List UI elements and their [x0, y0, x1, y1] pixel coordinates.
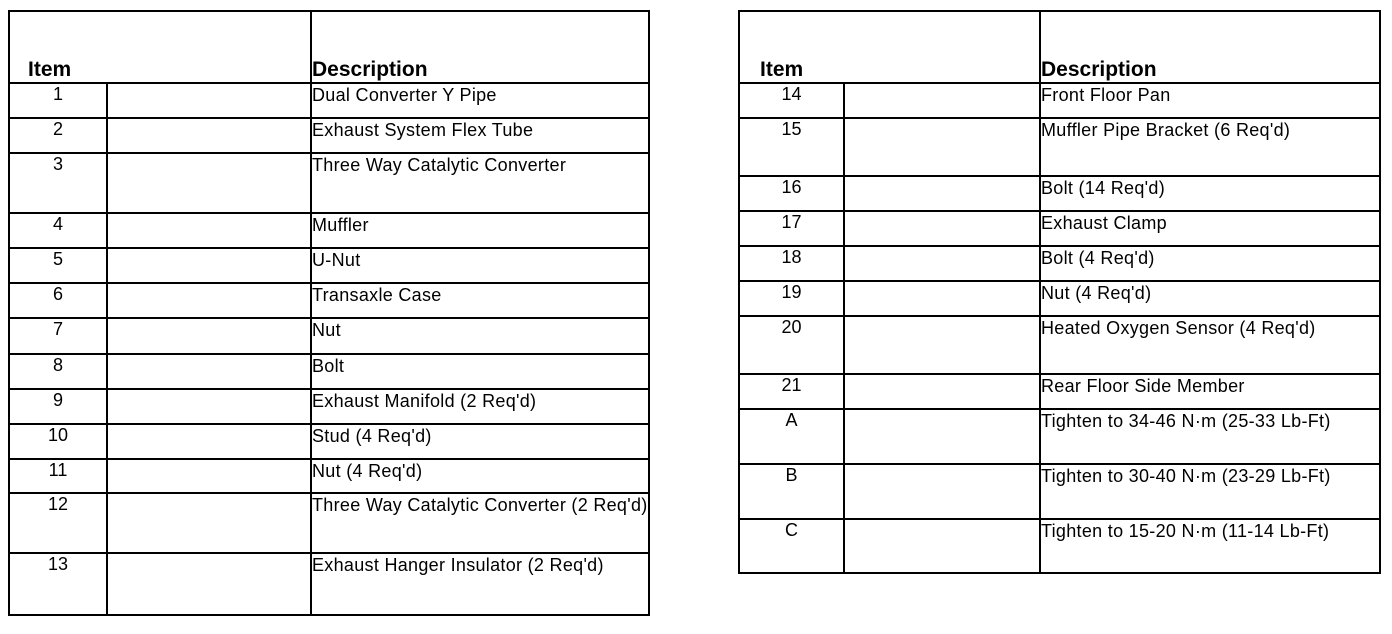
item-spacer-cell [107, 83, 311, 118]
table-row [9, 493, 649, 553]
item-spacer-cell [844, 374, 1040, 409]
item-spacer-cell [844, 118, 1040, 176]
item-spacer-cell [844, 83, 1040, 118]
item-number: 13 [9, 553, 107, 615]
item-spacer-cell [107, 118, 311, 153]
table-row [9, 283, 649, 318]
item-description: Bolt [311, 354, 649, 389]
item-description: Transaxle Case [311, 283, 649, 318]
item-number: 3 [9, 153, 107, 213]
item-description: Tighten to 30-40 N·m (23-29 Lb-Ft) [1040, 464, 1380, 519]
table-row [739, 118, 1380, 176]
table-row [9, 389, 649, 424]
item-spacer-cell [844, 211, 1040, 246]
item-number: 20 [739, 316, 844, 374]
item-spacer-cell [107, 318, 311, 354]
item-spacer-cell [107, 153, 311, 213]
table-row [739, 281, 1380, 316]
item-number: 12 [9, 493, 107, 553]
table-row [739, 211, 1380, 246]
item-spacer-cell [107, 424, 311, 459]
item-spacer-cell [844, 519, 1040, 573]
description-column-header: Description [311, 11, 649, 83]
table-row [9, 553, 649, 615]
item-spacer-cell [844, 409, 1040, 464]
item-description: U-Nut [311, 248, 649, 283]
table-row [9, 118, 649, 153]
item-number: A [739, 409, 844, 464]
item-description: Stud (4 Req'd) [311, 424, 649, 459]
header-row [739, 11, 1380, 83]
item-number: B [739, 464, 844, 519]
item-spacer-cell [107, 248, 311, 283]
item-description: Muffler Pipe Bracket (6 Req'd) [1040, 118, 1380, 176]
item-number: 18 [739, 246, 844, 281]
item-number: 8 [9, 354, 107, 389]
item-description: Bolt (14 Req'd) [1040, 176, 1380, 211]
table-row [9, 153, 649, 213]
item-number: C [739, 519, 844, 573]
table-row [9, 424, 649, 459]
table-row [739, 519, 1380, 573]
item-description: Tighten to 34-46 N·m (25-33 Lb-Ft) [1040, 409, 1380, 464]
table-row [9, 459, 649, 493]
item-spacer-cell [844, 316, 1040, 374]
item-description: Muffler [311, 213, 649, 248]
item-description: Tighten to 15-20 N·m (11-14 Lb-Ft) [1040, 519, 1380, 573]
parts-legend-table-left [8, 10, 650, 616]
item-description: Three Way Catalytic Converter [311, 153, 649, 213]
item-number: 21 [739, 374, 844, 409]
item-description: Heated Oxygen Sensor (4 Req'd) [1040, 316, 1380, 374]
item-spacer-cell [107, 213, 311, 248]
table-row [9, 318, 649, 354]
item-number: 4 [9, 213, 107, 248]
item-description: Three Way Catalytic Converter (2 Req'd) [311, 493, 649, 553]
table-row [739, 316, 1380, 374]
item-column-header: Item [739, 11, 1040, 83]
item-number: 19 [739, 281, 844, 316]
table-row [9, 354, 649, 389]
item-column-header: Item [9, 11, 311, 83]
item-description: Front Floor Pan [1040, 83, 1380, 118]
item-spacer-cell [107, 459, 311, 493]
parts-legend-table-right [738, 10, 1381, 574]
item-description: Nut [311, 318, 649, 354]
item-spacer-cell [107, 553, 311, 615]
table-body [739, 83, 1380, 573]
item-description: Exhaust System Flex Tube [311, 118, 649, 153]
item-description: Bolt (4 Req'd) [1040, 246, 1380, 281]
table-body [9, 83, 649, 615]
item-description: Exhaust Hanger Insulator (2 Req'd) [311, 553, 649, 615]
item-spacer-cell [844, 281, 1040, 316]
item-number: 16 [739, 176, 844, 211]
item-number: 2 [9, 118, 107, 153]
table-row [739, 246, 1380, 281]
table-row [9, 83, 649, 118]
table-row [9, 248, 649, 283]
item-spacer-cell [844, 464, 1040, 519]
table-row [739, 409, 1380, 464]
item-spacer-cell [844, 246, 1040, 281]
item-number: 14 [739, 83, 844, 118]
item-number: 1 [9, 83, 107, 118]
item-description: Nut (4 Req'd) [1040, 281, 1380, 316]
description-column-header: Description [1040, 11, 1380, 83]
item-number: 15 [739, 118, 844, 176]
item-number: 7 [9, 318, 107, 354]
table-row [739, 176, 1380, 211]
item-description: Exhaust Clamp [1040, 211, 1380, 246]
item-spacer-cell [107, 283, 311, 318]
header-row [9, 11, 649, 83]
table-row [739, 464, 1380, 519]
item-description: Rear Floor Side Member [1040, 374, 1380, 409]
item-description: Dual Converter Y Pipe [311, 83, 649, 118]
table-row [739, 83, 1380, 118]
item-number: 9 [9, 389, 107, 424]
item-description: Exhaust Manifold (2 Req'd) [311, 389, 649, 424]
table-row [9, 213, 649, 248]
table-row [739, 374, 1380, 409]
item-spacer-cell [107, 493, 311, 553]
item-description: Nut (4 Req'd) [311, 459, 649, 493]
item-number: 17 [739, 211, 844, 246]
item-spacer-cell [844, 176, 1040, 211]
item-number: 6 [9, 283, 107, 318]
item-number: 11 [9, 459, 107, 493]
item-spacer-cell [107, 389, 311, 424]
item-spacer-cell [107, 354, 311, 389]
item-number: 10 [9, 424, 107, 459]
item-number: 5 [9, 248, 107, 283]
